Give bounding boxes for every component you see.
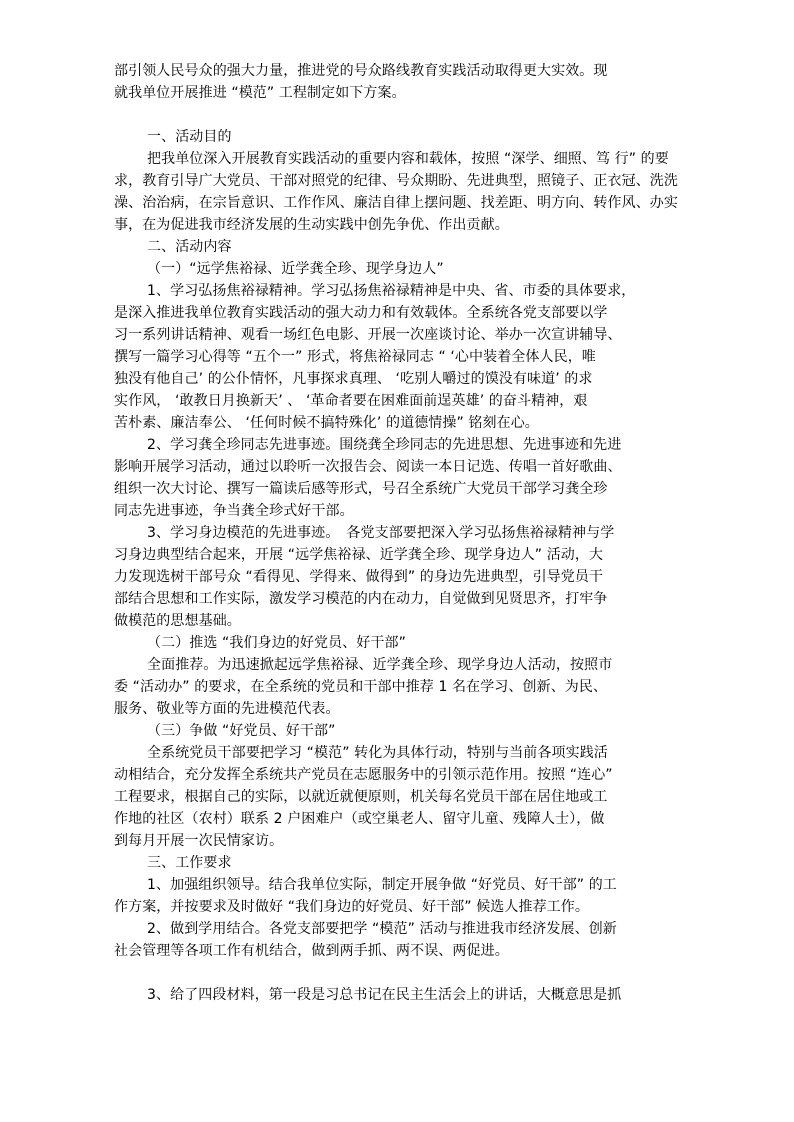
text-line: 服务、敬业等方面的先进模范代表。: [114, 701, 340, 717]
text-line: 事，在为促进我市经济发展的生动实践中创先争优、作出贡献。: [114, 217, 509, 233]
section-heading: 二、活动内容: [147, 239, 232, 255]
text-line: 力发现选树干部号众 “看得见、学得来、做得到” 的身边先进典型，引导党员干: [114, 569, 604, 585]
text-line: 社会管理等各项工作有机结合，做到两手抓、两不误、两促进。: [114, 943, 509, 959]
text-line: 全面推荐。为迅速掀起远学焦裕禄、近学龚全珍、现学身边人活动，按照市: [147, 657, 613, 673]
text-line: 1、加强组织领导。结合我单位实际，制定开展争做 “好党员、好干部” 的工: [147, 877, 617, 893]
text-line: 工程要求，根据自己的实际，以就近就便原则，机关每名党员干部在居住地或工: [114, 789, 608, 805]
text-line: 把我单位深入开展教育实践活动的重要内容和载体，按照 “深学、细照、笃 行” 的要: [147, 151, 669, 167]
section-heading: 三、工作要求: [147, 855, 232, 871]
text-line: 苦朴素、廉洁奉公、 ‘任何时候不搞特殊化’ 的道德情操” 铭刻在心。: [114, 415, 539, 431]
subsection-heading: （三）争做 “好党员、好干部”: [147, 723, 336, 739]
text-line: 撰写一篇学习心得等 “五个一” 形式，将焦裕禄同志 “ ‘心中装着全体人民，唯: [114, 349, 596, 365]
section-heading: 一、活动目的: [147, 129, 232, 145]
text-line: 同志先进事迹，争当龚全珍式好干部。: [114, 503, 354, 519]
text-line: 习一系列讲话精神、观看一场红色电影、开展一次座谈讨论、举办一次宣讲辅导、: [114, 327, 622, 343]
text-line: 委 “活动办” 的要求，在全系统的党员和干部中推荐 1 名在学习、创新、为民、: [114, 679, 608, 695]
text-line: 3、学习身边模范的先进事迹。 各党支部要把深入学习弘扬焦裕禄精神与学: [147, 525, 615, 541]
text-line: 部引领人民号众的强大力量，推进党的号众路线教育实践活动取得更大实效。现: [114, 63, 608, 79]
text-line: 习身边典型结合起来，开展 “远学焦裕禄、近学龚全珍、现学身边人” 活动，大: [114, 547, 604, 563]
text-line: 作方案，并按要求及时做好 “我们身边的好党员、好干部” 候选人推荐工作。: [114, 899, 590, 915]
text-line: 3、给了四段材料，第一段是习总书记在民主生活会上的讲话，大概意思是抓: [147, 987, 622, 1003]
text-line: 就我单位开展推进 “模范” 工程制定如下方案。: [114, 85, 406, 101]
text-line: 澡、治治病，在宗旨意识、工作作风、廉洁自律上摆问题、找差距、明方向、转作风、办实: [114, 195, 678, 211]
text-line: 影响开展学习活动，通过以聆听一次报告会、阅读一本日记选、传唱一首好歌曲、: [114, 459, 622, 475]
text-line: 做模范的思想基础。: [114, 613, 241, 629]
subsection-heading: （一）“远学焦裕禄、近学龚全珍、现学身边人”: [147, 261, 444, 277]
text-line: 部结合思想和工作实际，激发学习模范的内在动力，自觉做到见贤思齐，打牢争: [114, 591, 608, 607]
text-line: 作地的社区（农村）联系 2 户困难户（或空巢老人、留守儿童、残障人士），做: [114, 811, 605, 827]
text-line: 独没有他自己’ 的公仆情怀，凡事探求真理、 ‘吃别人嚼过的馍没有味道’ 的求: [114, 371, 593, 387]
text-line: 2、做到学用结合。各党支部要把学 “模范” 活动与推进我市经济发展、创新: [147, 921, 617, 937]
text-line: 2、学习龚全珍同志先进事迹。围绕龚全珍同志的先进思想、先进事迹和先进: [147, 437, 622, 453]
text-line: 组织一次大讨论、撰写一篇读后感等形式，号召全系统广大党员干部学习龚全珍: [114, 481, 608, 497]
text-line: 1、学习弘扬焦裕禄精神。学习弘扬焦裕禄精神是中央、省、市委的具体要求，: [147, 283, 636, 299]
text-line: 到每月开展一次民情家访。: [114, 833, 284, 849]
subsection-heading: （二）推选 “我们身边的好党员、好干部”: [147, 635, 406, 651]
text-line: 动相结合，充分发挥全系统共产党员在志愿服务中的引领示范作用。按照 “连心”: [114, 767, 613, 783]
text-line: 求，教育引导广大党员、干部对照党的纪律、号众期盼、先进典型，照镜子、正衣冠、洗洗: [114, 173, 678, 189]
text-line: 是深入推进我单位教育实践活动的强大动力和有效载体。全系统各党支部要以学: [114, 305, 608, 321]
text-line: 实作风， ‘敢教日月换新天’ 、 ‘革命者要在困难面前逞英雄’ 的奋斗精神，艰: [114, 393, 588, 409]
text-line: 全系统党员干部要把学习 “模范” 转化为具体行动，特别与当前各项实践活: [147, 745, 608, 761]
